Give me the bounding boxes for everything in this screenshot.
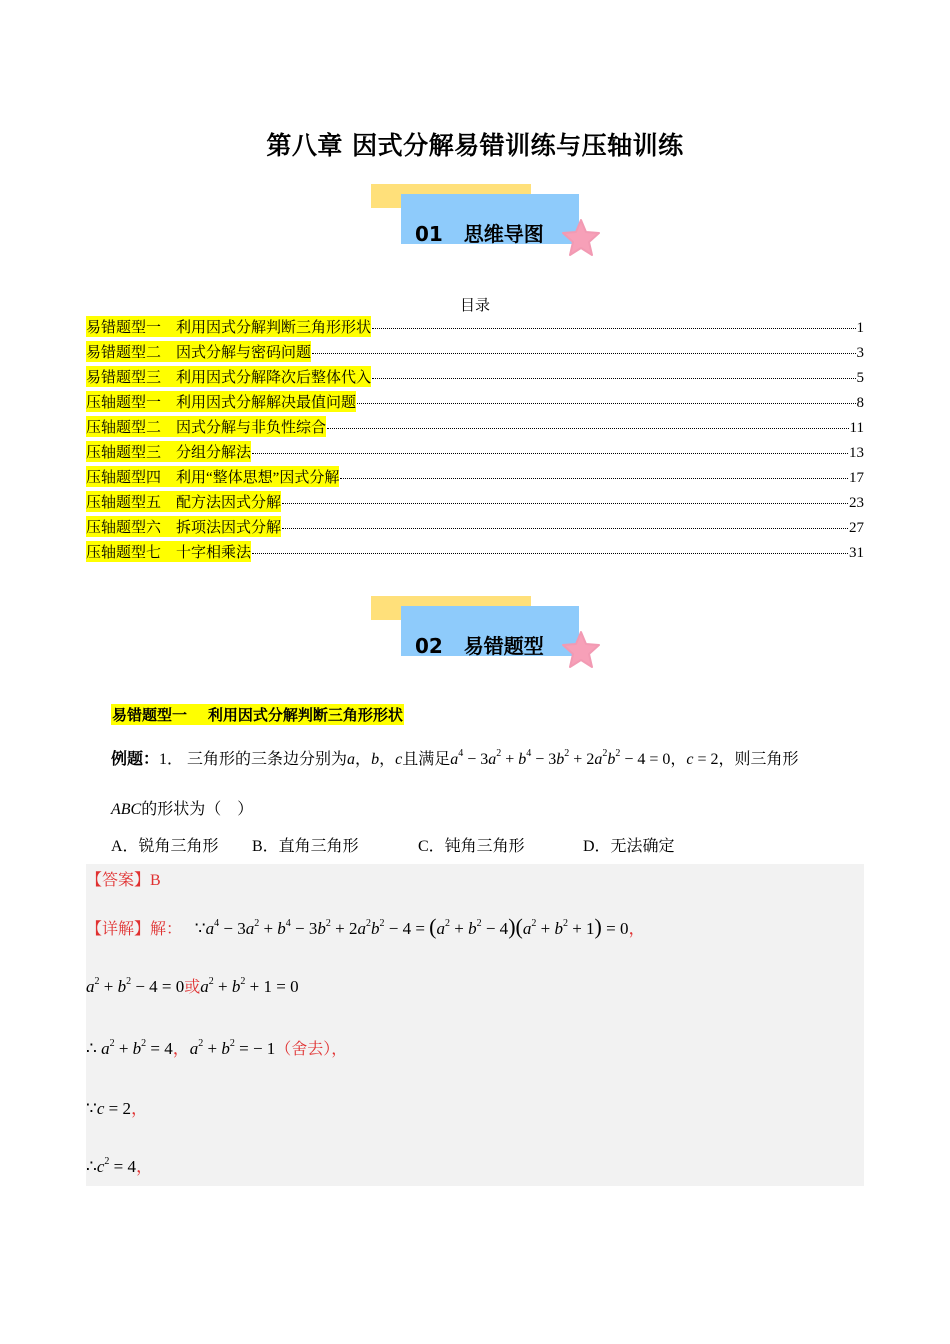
toc-item[interactable] xyxy=(86,491,864,516)
question-text: 且满足 xyxy=(402,751,451,768)
toc-item-label[interactable]: 压轴题型七 十字相乘法 xyxy=(86,541,251,562)
toc-item-page: 23 xyxy=(849,495,864,511)
toc-heading: 目录 xyxy=(459,298,490,314)
question-line-2: ABC的形状为（ ） xyxy=(111,801,254,818)
toc-item-page: 27 xyxy=(849,520,864,536)
toc-leader-dots xyxy=(372,328,855,329)
example-label: 例题： xyxy=(111,751,160,768)
detail-prefix: 解： xyxy=(150,921,183,938)
toc-item-page: 13 xyxy=(849,445,864,461)
toc-leader-dots xyxy=(372,378,855,379)
toc-leader-dots xyxy=(327,428,849,429)
toc-item-page: 1 xyxy=(856,320,864,336)
toc-item-label[interactable]: 压轴题型一 利用因式分解解决最值问题 xyxy=(86,391,356,412)
detail-line-2: $a^2 + b^2 - 4 = 0$或$a^2 + b^2 + 1 = 0$ xyxy=(86,976,299,996)
toc-item-label[interactable]: 压轴题型四 利用“整体思想”因式分解 xyxy=(86,466,339,487)
detail-label: 【详解】 xyxy=(86,921,151,938)
toc-item[interactable] xyxy=(86,441,864,466)
toc-leader-dots xyxy=(312,353,855,354)
toc-item[interactable] xyxy=(86,466,864,491)
question-number: 1． xyxy=(159,751,184,768)
toc-item[interactable] xyxy=(86,366,864,391)
toc-item[interactable] xyxy=(86,341,864,366)
toc-leader-dots xyxy=(357,403,855,404)
option-c: C．钝角三角形 xyxy=(418,838,525,855)
question-line-1: 例题：1． 三角形的三条边分别为a，b，c且满足$a^4 - 3a^2 + b^4 - 3b^2 + 2a^2b^2 - 4 = 0$，c = 2，则三角形 xyxy=(111,748,799,768)
banner-title: 02 易错题型 xyxy=(415,634,544,658)
toc-item-label[interactable]: 易错题型一 利用因式分解判断三角形形状 xyxy=(86,316,371,337)
question-text: 三角形的三条边分别为 xyxy=(187,751,348,768)
answer-line xyxy=(86,867,161,890)
toc-item-label[interactable]: 压轴题型五 配方法因式分解 xyxy=(86,491,281,512)
section-banner-02 xyxy=(371,596,611,682)
toc-leader-dots xyxy=(282,528,848,529)
option-b: B．直角三角形 xyxy=(252,838,359,855)
toc-leader-dots xyxy=(252,453,848,454)
toc-item-page: 5 xyxy=(856,370,864,386)
answer-box xyxy=(86,864,864,1186)
toc-item[interactable] xyxy=(86,316,864,341)
toc-leader-dots xyxy=(340,478,848,479)
question-text: ，则三角形 xyxy=(718,751,799,768)
toc-item-page: 17 xyxy=(849,470,864,486)
answer-label: 【答案】 xyxy=(86,872,151,889)
page-title: 第八章 因式分解易错训练与压轴训练 xyxy=(266,131,684,160)
toc-item-label[interactable]: 易错题型二 因式分解与密码问题 xyxy=(86,341,311,362)
toc-item-page: 8 xyxy=(856,395,864,411)
toc-item[interactable] xyxy=(86,541,864,566)
option-a: A．锐角三角形 xyxy=(111,838,219,855)
toc-item[interactable] xyxy=(86,516,864,541)
toc-item[interactable] xyxy=(86,391,864,416)
toc-item-label[interactable]: 易错题型三 利用因式分解降次后整体代入 xyxy=(86,366,371,387)
table-of-contents xyxy=(86,316,864,566)
toc-item[interactable] xyxy=(86,416,864,441)
section-banner-01 xyxy=(371,184,611,270)
toc-item-label[interactable]: 压轴题型二 因式分解与非负性综合 xyxy=(86,416,326,437)
detail-line-1: 【详解】解： $\because a^4 - 3a^2 + b^4 - 3b^2 + 2a^2b^2 - 4 = (a^2 + b^2 - 4)(a^2 + b^2 + 1) = 0$， xyxy=(86,914,646,939)
section-heading: 易错题型一 利用因式分解判断三角形形状 xyxy=(112,706,403,724)
toc-item-label[interactable]: 压轴题型三 分组分解法 xyxy=(86,441,251,462)
toc-item-page: 3 xyxy=(856,345,864,361)
banner-title: 01 思维导图 xyxy=(415,222,544,246)
discard-text: （舍去）， xyxy=(275,1041,348,1058)
toc-item-page: 31 xyxy=(849,545,864,561)
toc-leader-dots xyxy=(282,503,848,504)
star-icon xyxy=(561,218,601,258)
answer-value: B xyxy=(150,872,161,889)
detail-line-5: $\therefore c^2 = 4$， xyxy=(86,1156,153,1176)
star-icon xyxy=(561,630,601,670)
toc-leader-dots xyxy=(252,553,848,554)
detail-line-4: ∵c = 2， xyxy=(86,1099,148,1118)
detail-line-3: ∴ $a^2 + b^2 = 4$，$a^2 + b^2$ = − 1（舍去）， xyxy=(86,1038,348,1058)
or-text: 或 xyxy=(184,979,201,996)
question-text: 的形状为（ ） xyxy=(141,801,254,818)
option-d: D．无法确定 xyxy=(583,838,675,855)
toc-item-label[interactable]: 压轴题型六 拆项法因式分解 xyxy=(86,516,281,537)
toc-item-page: 11 xyxy=(849,420,864,436)
